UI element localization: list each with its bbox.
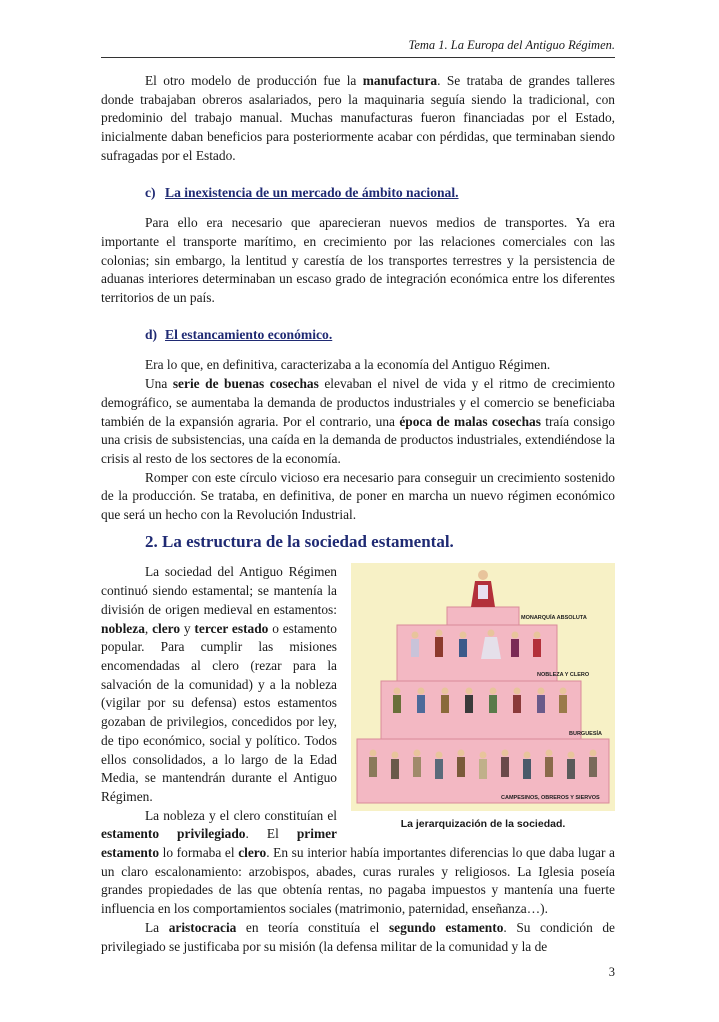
page-body [101, 72, 615, 956]
paragraph-cosechas [101, 375, 615, 469]
step-burguesia [381, 681, 581, 739]
subheading-title: El estancamiento económico. [165, 326, 333, 342]
subheading-c [145, 184, 615, 203]
subheading-d [145, 326, 615, 345]
step-monarquia [447, 607, 519, 625]
term-tercer-estado: tercer estado [194, 620, 269, 636]
label-nobleza: NOBLEZA Y CLERO [537, 672, 590, 679]
text-run: El otro modelo de producción fue la [145, 73, 363, 88]
section-heading-2: 2. La estructura de la sociedad estamental. [145, 531, 454, 551]
term-primer-estamento: primer estamento [101, 826, 337, 861]
paragraph-estancamiento: Era lo que, en definitiva, caracterizaba a la economía del Antiguo Régimen. [145, 357, 551, 373]
paragraph-manufactura [101, 72, 615, 166]
label-monarquia: MONARQUÍA ABSOLUTA [521, 615, 587, 622]
paragraph-circulo-vicioso: Romper con este círculo vicioso era necesario para conseguir un crecimiento sostenido de la producción. Se trataba, en definitiva, de poner en marcha un nuevo régimen económico que será un hecho con la Revolución Industrial. [101, 469, 615, 523]
header-rule [101, 57, 615, 58]
text-run: en teoría constituía el [236, 919, 389, 935]
text-run: . En su interior había importantes diferencias lo que daba lugar a un claro escalonamiento: arzobispos, abades, curas rurales y religiosos. La Iglesia poseía grandes propiedades de las que obtenía rentas, no pagaba impuestos y mantenía una fuerte influencia en los comportamientos sociales (matrimonio, paternidad, enseñanza…). [101, 845, 615, 917]
text-run: o estamento popular. Para cumplir las misiones encomendadas al clero (rezar para la salvación de la comunidad) y a la nobleza (vigilar por su defensa) estos estamentos gozaban de privilegios, concedidos por ley, de tipo económico, social y político. Todos ellos consolidados, a lo largo de la Edad Media, se mantendrán durante el Antiguo Régimen. [101, 620, 338, 804]
text-run: . Se trataba de grandes talleres donde trabajaban obreros asalariados, pero la maquinaria seguía siendo la tradicional, con predominio del trabajo manual. Muchas manufacturas fueron financiadas por el Estado, inicialmente daban beneficios para posteriormente acabar con pérdidas, que terminaban siendo sufragadas por el Estado. [101, 73, 615, 163]
term-manufactura: manufactura [362, 73, 438, 88]
text-run: . El [245, 826, 297, 842]
society-pyramid-illustration [351, 563, 615, 811]
paragraph-transportes: Para ello era necesario que aparecieran nuevos medios de transportes. Ya era importante el transporte marítimo, en crecimiento por las relaciones comerciales con las colonias; sin embargo, la lentitud y carestía de los transportes terrestres y la persistencia de aduanas interiores determinaban un escaso grado de integración económica entre los diferentes territorios de un país. [101, 215, 615, 306]
page-number: 3 [608, 965, 615, 979]
text-run: La [145, 919, 169, 935]
term-nobleza: nobleza [101, 620, 145, 636]
text-run: , [144, 620, 153, 636]
label-campesinos: CAMPESINOS, OBREROS Y SIERVOS [501, 795, 600, 802]
paragraph-aristocracia [101, 919, 615, 956]
text-run: y [180, 620, 195, 636]
term-clero: clero [152, 620, 181, 636]
subheading-letter: c) [145, 184, 156, 200]
text-run: traía consigo una crisis de subsistencias, una caída en la demanda de productos industriales, extendiéndose la crisis al resto de los sectores de la economía. [101, 413, 615, 466]
label-burguesia: BURGUESÍA [569, 731, 603, 738]
text-run: . Su condición de privilegiado se justificaba por su misión (la defensa militar de la comunidad y la de [101, 919, 616, 954]
text-run: lo formaba el [159, 845, 239, 861]
subheading-letter: d) [145, 326, 158, 342]
term-clero: clero [238, 845, 267, 861]
figure-caption: La jerarquización de la sociedad. [400, 818, 566, 831]
text-run: Una [145, 376, 173, 392]
term-aristocracia: aristocracia [168, 919, 237, 935]
text-run: La nobleza y el clero constituían el [145, 807, 337, 823]
term-estamento-privilegiado: estamento privilegiado [101, 826, 246, 842]
running-header: Tema 1. La Europa del Antiguo Régimen. [408, 38, 615, 52]
term-malas-cosechas: época de malas cosechas [399, 413, 541, 429]
text-run: La sociedad del Antiguo Régimen continuó siendo estamental; se mantenía la división de origen medieval en estamentos: [101, 564, 337, 617]
text-run: elevaban el nivel de vida y el ritmo de crecimiento demográfico, se aumentaba la demanda de productos industriales y el comercio se beneficiaba también de la expansión agraria. Por el contrario, una [101, 376, 615, 429]
term-buenas-cosechas: serie de buenas cosechas [172, 376, 319, 392]
term-segundo-estamento: segundo estamento [388, 919, 504, 935]
subheading-title: La inexistencia de un mercado de ámbito nacional. [165, 184, 459, 200]
pyramid-figure [351, 563, 615, 834]
